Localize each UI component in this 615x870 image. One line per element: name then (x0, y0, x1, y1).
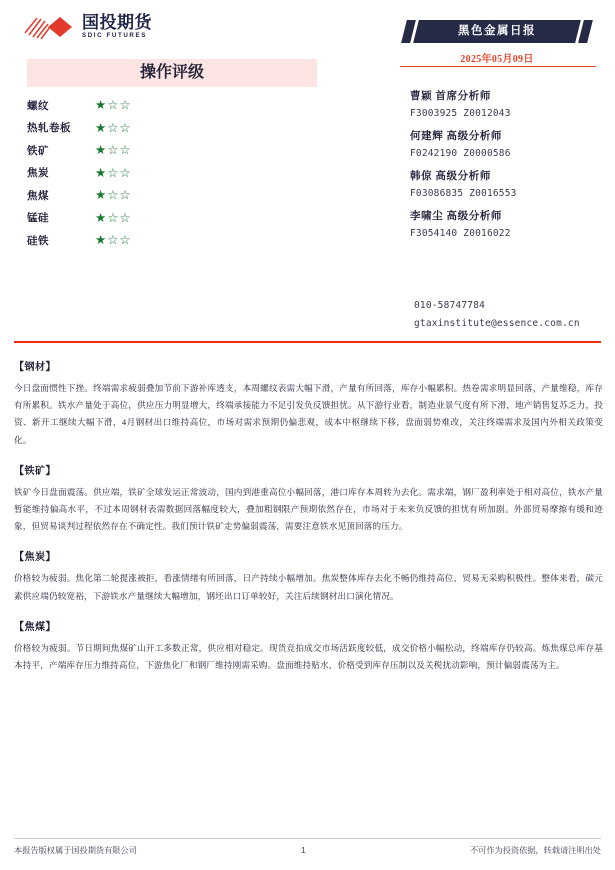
rating-stars: ★☆☆ (95, 187, 132, 202)
date-underline-rule (400, 66, 596, 67)
page-footer (14, 845, 601, 856)
section-heading: 【钢材】 (14, 362, 56, 373)
footer-copyright: 本报告版权属于国投期货有限公司 (14, 846, 137, 855)
brand-logo (24, 14, 152, 40)
brand-name-en: SDIC FUTURES (82, 32, 147, 40)
logo-diamond-icon (24, 14, 76, 40)
rating-commodity-name: 螺纹 (27, 100, 49, 112)
footer-page-number: 1 (301, 846, 306, 855)
report-date: 2025年05月09日 (460, 54, 534, 65)
section-coking-coal (14, 618, 603, 674)
rating-stars: ★☆☆ (95, 97, 132, 112)
brand-wordmark (82, 14, 152, 39)
rating-stars: ★☆☆ (95, 142, 132, 157)
analyst-license-code: F3003925 Z0012043 (410, 108, 511, 119)
report-header (0, 0, 615, 330)
rating-row (27, 94, 317, 117)
section-coke (14, 548, 603, 604)
analyst-name: 何建辉 高级分析师 (410, 131, 503, 142)
footer-divider (14, 838, 601, 839)
analyst-license-code: F3054140 Z0016022 (410, 228, 511, 239)
section-heading: 【焦煤】 (14, 621, 56, 633)
rating-panel-title (27, 59, 317, 87)
section-body: 今日盘面惯性下挫。终端需求疲弱叠加节前下游补库透支，本周螺纹表需大幅下滑，产量有所回落，库存小幅累积。热卷需求明显回落，产量维稳，库存有所累积。铁水产量处于高位，供应压力明显增大，终端承接能力不足引发负反馈担忧。从下游行业看，制造业景气度有所下滑，地产销售复苏乏力，投资、新开工继续大幅下滑，4月钢材出口维持高位，市场对需求预期仍偏悲观，成本中枢继续下移，盘面弱势难改，关注终端需求及国内外相关政策变化。 (14, 383, 603, 445)
analyst-list (410, 88, 610, 248)
rating-commodity-name: 焦煤 (27, 190, 49, 202)
contact-block (414, 300, 614, 336)
section-heading: 【铁矿】 (14, 465, 56, 477)
footer-disclaimer: 不可作为投资依据，转载请注明出处 (469, 846, 601, 855)
report-title-text: 黑色金属日报 (458, 25, 536, 37)
analyst-license-code: F03086835 Z0016553 (410, 188, 517, 199)
section-steel (14, 358, 603, 449)
analyst-name: 曹颖 首席分析师 (410, 91, 491, 102)
section-heading: 【焦炭】 (14, 552, 56, 564)
contact-phone[interactable]: 010-58747784 (414, 300, 486, 311)
rating-stars: ★☆☆ (95, 164, 132, 180)
banner-accent-right (578, 20, 593, 43)
rating-stars: ★☆☆ (95, 232, 132, 247)
rating-row (27, 117, 317, 140)
rating-row (27, 207, 317, 230)
rating-stars: ★☆☆ (95, 119, 132, 135)
rating-row (27, 184, 317, 207)
rating-row (27, 139, 317, 162)
brand-name-cn: 国投期货 (82, 13, 152, 33)
analyst-name: 李啸尘 高级分析师 (410, 211, 503, 222)
rating-panel-title-text: 操作评级 (139, 64, 204, 81)
rating-commodity-name: 焦炭 (27, 168, 49, 180)
rating-commodity-name: 热轧卷板 (27, 123, 71, 135)
rating-commodity-name: 铁矿 (27, 145, 49, 157)
rating-stars: ★☆☆ (95, 209, 132, 225)
rating-row (27, 162, 317, 185)
rating-commodity-name: 锰硅 (27, 213, 49, 225)
analyst-license-code: F0242190 Z0000586 (410, 148, 511, 159)
section-iron-ore (14, 462, 603, 536)
rating-list (27, 94, 317, 252)
section-body: 铁矿今日盘面震荡。供应端，铁矿全球发运正常波动，国内到港重高位小幅回落，港口库存本周转为去化。需求端，钢厂盈利率处于相对高位，铁水产量暂能维持偏高水平，不过本周钢材表需数据回落幅度较大，叠加粗钢限产预期依然存在，市场对于未来负反馈的担忧有所加剧。外部贸易摩擦有缓和迹象，但贸易谈判过程依然存在不确定性。我们预计铁矿走势偏弱震荡，需要注意铁水见顶回落的压力。 (14, 486, 603, 532)
rating-commodity-name: 硅铁 (27, 235, 49, 247)
report-sections (14, 358, 603, 687)
analyst-name: 韩倞 高级分析师 (410, 171, 491, 182)
header-divider (14, 341, 601, 343)
section-body: 价格较为疲弱。焦化第二轮提涨被拒，看涨情绪有所回落，日产持续小幅增加。焦炭整体库存去化不畅仍维持高位，贸易无采购积极性。整体来看，碳元素供应端仍较宽裕，下游铁水产量继续大幅增加，钢坯出口订单较好，关注后续钢材出口演化情况。 (14, 573, 603, 601)
contact-email[interactable]: gtaxinstitute@essence.com.cn (414, 318, 580, 329)
section-body: 价格较为疲弱。节日期间焦煤矿山开工多数正常，供应相对稳定。现货竞拍成交市场活跃度较低，成交价格小幅松动，终端库存仍较高。炼焦煤总库存基本持平，产端库存压力维持高位，下游焦化厂和钢厂维持刚需采购。盘面维持贴水，价格受到库存压制以及关税扰动影响，预计偏弱震荡为主。 (14, 642, 603, 670)
rating-row (27, 229, 317, 252)
report-title-banner (404, 20, 590, 43)
